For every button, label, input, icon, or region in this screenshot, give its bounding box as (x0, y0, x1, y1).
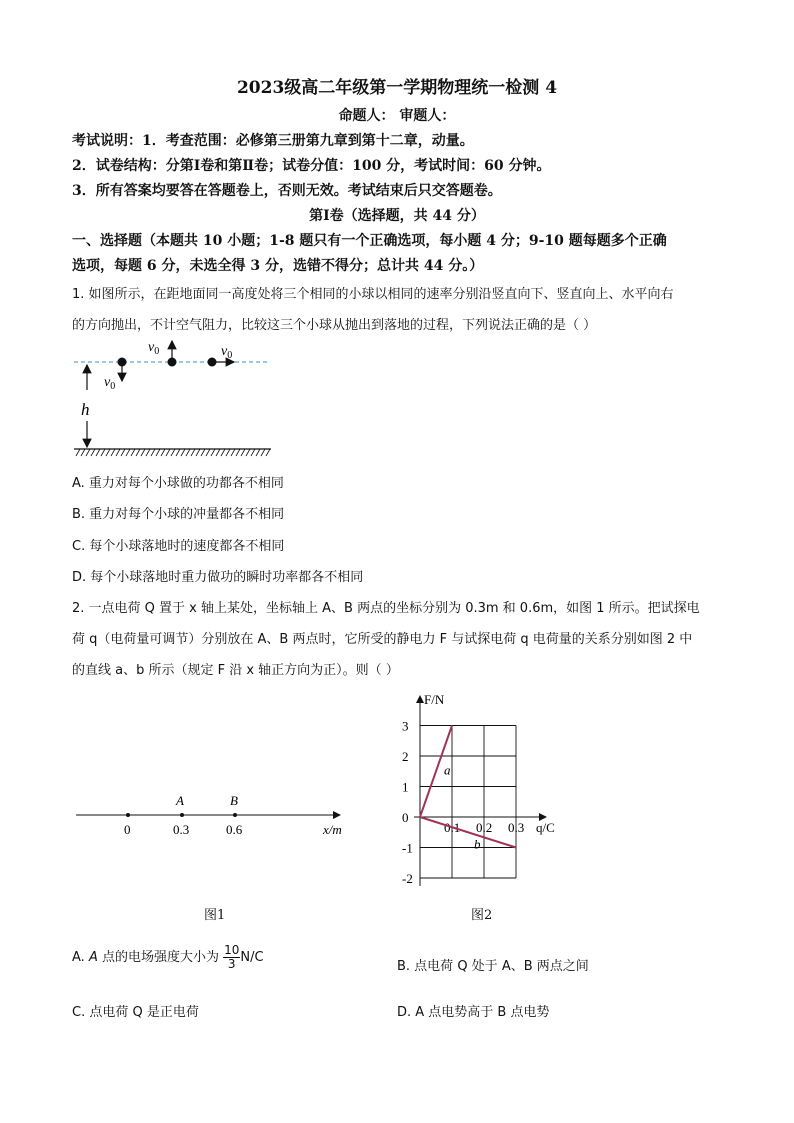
q2-option-b: B. 点电荷 Q 处于 A、B 两点之间 (397, 959, 589, 974)
hatch-mark (131, 449, 135, 456)
q1-option-a: A. 重力对每个小球做的功都各不相同 (72, 476, 284, 491)
hatch-mark (226, 449, 230, 456)
hatch-mark (201, 449, 205, 456)
hatch-mark (91, 449, 95, 456)
hatch-mark (96, 449, 100, 456)
hatch-mark (246, 449, 250, 456)
setters-line: 命题人： 审题人： (338, 108, 456, 124)
hatch-mark (241, 449, 245, 456)
section-title: 第Ⅰ卷（选择题，共 44 分） (309, 208, 485, 224)
point-b (233, 813, 237, 817)
hatch-mark (141, 449, 145, 456)
q1-option-d: D. 每个小球落地时重力做功的瞬时功率都各不相同 (72, 570, 364, 585)
hatch-mark (216, 449, 220, 456)
velocity-down-label: $v_0$ (104, 375, 116, 392)
q1-stem-line1: 1. 如图所示，在距地面同一高度处将三个相同的小球以相同的速率分别沿竖直向下、竖直向上、水平向右 (72, 287, 674, 302)
x-tick-label: 0.1 (444, 820, 461, 835)
hatch-mark (116, 449, 120, 456)
series-line-b (420, 817, 516, 848)
figure1-caption: 图1 (204, 908, 226, 923)
section-heading-line1: 一、选择题（本题共 10 小题；1-8 题只有一个正确选项，每小题 4 分；9-10 题每题多个正确 (72, 233, 667, 249)
figure2-caption: 图2 (471, 908, 493, 923)
hatch-mark (221, 449, 225, 456)
q2-stem-line1: 2. 一点电荷 Q 置于 x 轴上某处，坐标轴上 A、B 两点的坐标分别为 0.3m 和 0.6m，如图 1 所示。把试探电 (72, 601, 700, 616)
y-axis-label: F/N (424, 692, 445, 707)
q2-option-d: D. A 点电势高于 B 点电势 (397, 1005, 550, 1020)
q2-stem-line2: 荷 q（电荷量可调节）分别放在 A、B 两点时，它所受的静电力 F 与试探电荷 q 电荷量的关系分别如图 2 中 (72, 632, 693, 647)
origin-value: 0 (124, 822, 131, 837)
point-b-value: 0.6 (226, 822, 243, 837)
q2-figure2-chart (390, 690, 580, 900)
y-tick-label: -1 (402, 840, 413, 856)
x-tick-label: 0.3 (508, 820, 525, 835)
ball-horizontal (208, 358, 217, 367)
point-a (180, 813, 184, 817)
hatch-mark (81, 449, 85, 456)
y-tick-label: 1 (402, 779, 409, 795)
hatch-mark (176, 449, 180, 456)
ground-hatch (76, 449, 270, 456)
hatch-mark (76, 449, 80, 456)
hatch-mark (196, 449, 200, 456)
velocity-up-label: $v_0$ (148, 340, 160, 357)
q2-stem-line3: 的直线 a、b 所示（规定 F 沿 x 轴正方向为正）。则（ ） (72, 663, 399, 678)
x-axis-label: x/m (323, 822, 342, 837)
origin-point (126, 813, 130, 817)
y-tick-label: -2 (402, 871, 413, 886)
page-title: 2023级高二年级第一学期物理统一检测 4 (236, 78, 558, 98)
hatch-mark (231, 449, 235, 456)
q2-option-c: C. 点电荷 Q 是正电荷 (72, 1005, 199, 1020)
hatch-mark (171, 449, 175, 456)
hatch-mark (151, 449, 155, 456)
y-tick-label: 3 (402, 718, 409, 734)
y-tick-label: 2 (402, 749, 409, 764)
ball-down (118, 358, 127, 367)
hatch-mark (136, 449, 140, 456)
hatch-mark (126, 449, 130, 456)
q1-figure (68, 335, 278, 460)
x-tick-label: 0.2 (476, 820, 493, 835)
hatch-mark (181, 449, 185, 456)
hatch-mark (186, 449, 190, 456)
hatch-mark (146, 449, 150, 456)
hatch-mark (111, 449, 115, 456)
series-label-b: b (474, 836, 481, 852)
point-a-label: A (176, 793, 184, 808)
hatch-mark (211, 449, 215, 456)
hatch-mark (251, 449, 255, 456)
y-tick-label: 0 (402, 810, 409, 825)
hatch-mark (166, 449, 170, 456)
q2-figure1 (70, 790, 360, 840)
instruction-1: 考试说明：1．考查范围：必修第三册第九章到第十二章，动量。 (72, 133, 474, 149)
height-label: h (81, 400, 90, 419)
hatch-mark (256, 449, 260, 456)
hatch-mark (236, 449, 240, 456)
ball-up (168, 358, 177, 367)
section-heading-line2: 选项，每题 6 分，未选全得 3 分，选错不得分；总计共 44 分。） (72, 258, 484, 274)
hatch-mark (101, 449, 105, 456)
series-label-a: a (444, 762, 451, 778)
x-axis-label: q/C (536, 820, 555, 835)
hatch-mark (86, 449, 90, 456)
point-b-label: B (230, 793, 238, 808)
q1-option-c: C. 每个小球落地时的速度都各不相同 (72, 539, 285, 554)
instruction-2: 2．试卷结构：分第Ⅰ卷和第Ⅱ卷；试卷分值：100 分，考试时间：60 分钟。 (72, 158, 551, 174)
hatch-mark (261, 449, 265, 456)
q2-option-a: A. A 点的电场强度大小为 $\frac{10}{3}$ N/C (72, 943, 264, 971)
hatch-mark (121, 449, 125, 456)
instruction-3: 3．所有答案均要答在答题卷上，否则无效。考试结束后只交答题卷。 (72, 183, 502, 199)
hatch-mark (191, 449, 195, 456)
hatch-mark (156, 449, 160, 456)
q1-stem-line2: 的方向抛出，不计空气阻力，比较这三个小球从抛出到落地的过程，下列说法正确的是（ ） (72, 318, 597, 333)
velocity-horizontal-label: $v_0$ (221, 344, 233, 361)
hatch-mark (206, 449, 210, 456)
hatch-mark (266, 449, 270, 456)
hatch-mark (106, 449, 110, 456)
fraction: $\frac{10}{3}$ (224, 943, 240, 971)
point-a-value: 0.3 (173, 822, 190, 837)
q1-option-b: B. 重力对每个小球的冲量都各不相同 (72, 507, 285, 522)
hatch-mark (161, 449, 165, 456)
